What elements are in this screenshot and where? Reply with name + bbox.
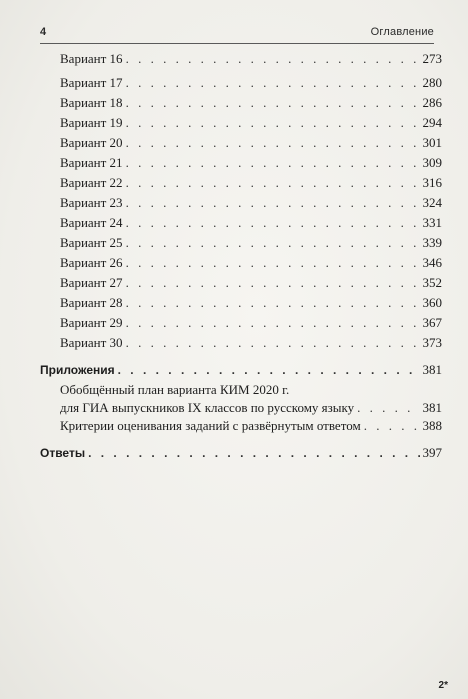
toc-entry-page: 381 (422, 400, 442, 415)
toc-entry (60, 333, 442, 353)
toc-entry-label: Ответы (40, 446, 86, 460)
toc-entry (60, 293, 442, 313)
toc-entry-label: Вариант 18 (60, 95, 123, 110)
leader-dots (88, 443, 419, 463)
toc-entry-page: 294 (422, 115, 442, 130)
leader-dots (126, 113, 420, 133)
toc-entry-page: 388 (422, 418, 442, 433)
toc-entry-label: Вариант 27 (60, 275, 123, 290)
toc-entry-page: 273 (422, 51, 442, 66)
toc-entry (60, 313, 442, 333)
toc-entry-label: Вариант 29 (60, 315, 123, 330)
toc-entry (60, 153, 442, 173)
toc-entry-page: 397 (422, 445, 442, 460)
toc-entry-label: Вариант 25 (60, 235, 123, 250)
toc-entry-page: 352 (422, 275, 442, 290)
toc-entry-page: 309 (422, 155, 442, 170)
toc-entry (60, 253, 442, 273)
toc-entry-page: 360 (422, 295, 442, 310)
toc-entry (60, 93, 442, 113)
toc-answers-heading (40, 443, 442, 463)
leader-dots (126, 133, 420, 153)
toc-entry-page: 346 (422, 255, 442, 270)
toc-entry-label: Вариант 28 (60, 295, 123, 310)
leader-dots (126, 153, 420, 173)
toc-entry-page: 339 (422, 235, 442, 250)
toc-entry-label: Вариант 19 (60, 115, 123, 130)
toc-subentry-line1: Обобщённый план варианта КИМ 2020 г. (60, 382, 290, 397)
toc-entry (60, 273, 442, 293)
leader-dots (364, 416, 420, 436)
toc-subentry (60, 398, 442, 418)
toc-entry-page: 280 (422, 75, 442, 90)
toc-entry-page: 316 (422, 175, 442, 190)
leader-dots (126, 293, 420, 313)
toc-entry-label: Вариант 17 (60, 75, 123, 90)
toc-entry-label: Вариант 20 (60, 135, 123, 150)
leader-dots (126, 253, 420, 273)
toc-entry (60, 73, 442, 93)
section-title: Оглавление (370, 26, 434, 38)
toc-entry-page: 286 (422, 95, 442, 110)
leader-dots (126, 173, 420, 193)
toc-appendix-heading (40, 360, 442, 380)
leader-dots (357, 398, 419, 418)
toc-entry-label: Вариант 24 (60, 215, 123, 230)
leader-dots (126, 233, 420, 253)
toc-entry (60, 133, 442, 153)
leader-dots (126, 213, 420, 233)
toc-entry-label: Приложения (40, 363, 115, 377)
toc-entry-label: Вариант 26 (60, 255, 123, 270)
toc-entry-page: 367 (422, 315, 442, 330)
toc-entry (60, 173, 442, 193)
leader-dots (126, 93, 420, 113)
running-header (40, 24, 434, 44)
toc-entry-label: Вариант 21 (60, 155, 123, 170)
toc-entry-page: 381 (422, 362, 442, 377)
toc-entry (60, 213, 442, 233)
leader-dots (126, 49, 420, 69)
header-rule (40, 43, 434, 44)
leader-dots (126, 333, 420, 353)
toc-entry-page: 331 (422, 215, 442, 230)
toc-entry (60, 233, 442, 253)
toc-subentry (60, 416, 442, 436)
toc-entry (60, 113, 442, 133)
toc-entry-label: Вариант 23 (60, 195, 123, 210)
leader-dots (126, 193, 420, 213)
leader-dots (126, 273, 420, 293)
toc-entry (60, 49, 442, 69)
toc-entry-page: 324 (422, 195, 442, 210)
toc-entry-label: Критерии оценивания заданий с развёрнутым ответом (60, 418, 361, 433)
signature-mark: 2* (438, 680, 448, 691)
leader-dots (126, 73, 420, 93)
toc-entry (60, 193, 442, 213)
toc-entry-label: Вариант 16 (60, 51, 123, 66)
toc-entry-label: Вариант 30 (60, 335, 123, 350)
leader-dots (126, 313, 420, 333)
toc-entry-page: 373 (422, 335, 442, 350)
toc-entry-label: Вариант 22 (60, 175, 123, 190)
toc-entry-label: для ГИА выпускников IX классов по русскому языку (60, 400, 355, 415)
leader-dots (118, 360, 420, 380)
page-number: 4 (40, 26, 47, 38)
toc-entry-page: 301 (422, 135, 442, 150)
